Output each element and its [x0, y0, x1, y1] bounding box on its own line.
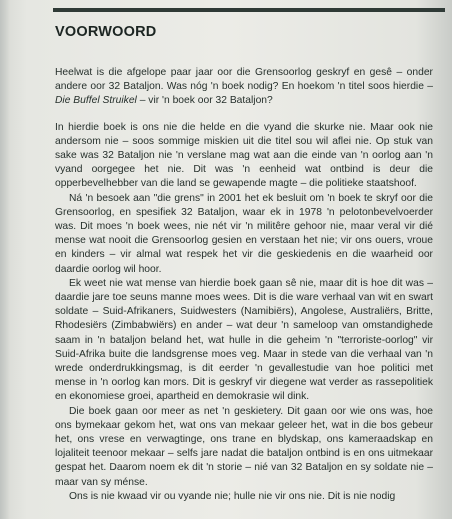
- book-title-italic: Die Buffel Struikel: [55, 95, 137, 107]
- paragraph-3: Ek weet nie wat mense van hierdie boek gaan sê nie, maar dit is hoe dit was – daardie jare toe seuns manne moes wees. Dit is die ware verhaal van wit en swart soldate – Suid-Afrikaners, Suidwesters (Namibiërs), Angolese, Australiërs, Britte, Rhodesiërs (Zimbabwiërs) en ander – wat deur 'n sameloop van omstandighede saam in 'n bataljon beland het, wat hulle in die geheim 'n "terroriste-oorlog" vir Suid-Afrika buite die landsgrense moes veg. Maar in stede van die verhaal van 'n wrede onderdrukkingsmag, is dit eerder 'n gevallestudie van hoe politici met mense in 'n oorlog kan mors. Dit is geskryf vir diegene wat verder as rassepolitiek en ekonomiese groei, apartheid en demokrasie wil dink.: [55, 277, 433, 403]
- paragraph-5: Ons is nie kwaad vir ou vyande nie; hulle nie vir ons nie. Dit is nie nodig: [69, 490, 396, 502]
- intro-text-after: – vir 'n boek oor 32 Bataljon?: [136, 95, 273, 107]
- paragraph-2: Ná 'n besoek aan "die grens" in 2001 het ek besluit om 'n boek te skryf oor die Grensoorlog, en spesifiek 32 Bataljon, waar ek in 1978 'n pelotonbevelvoerder was. Dit moes 'n boek wees, nie nét vir 'n militêre gehoor nie, maar veral vir dié mense wat nooit die Grensoorlog gesien en verstaan het nie; vir ons ouers, vroue en kinders – vir almal wat respek het vir die geskiedenis en die waarheid oor daardie oorlog wil hoor.: [55, 192, 433, 275]
- intro-text-before: Heelwat is die afgelope paar jaar oor die Grensoorlog geskryf en gesê – onder andere oor 32 Bataljon. Was nóg 'n boek nodig? En hoekom 'n titel soos hierdie –: [55, 67, 433, 93]
- paragraph-1: In hierdie boek is ons nie die helde en die vyand die skurke nie. Maar ook nie andersom nie – soos sommige miskien uit die titel sou wil aflei nie. Op stuk van sake was 32 Bataljon nie 'n verslane mag wat aan die einde van 'n oorlog aan 'n vyand oorgegee het nie. Dit was 'n eenheid wat ontbind is deur die opperbevelhebber van die land se gewapende magte – die politieke staatshoof.: [55, 121, 433, 190]
- chapter-heading: VOORWOORD: [55, 24, 157, 40]
- paragraph-4: Die boek gaan oor meer as net 'n geskietery. Dit gaan oor wie ons was, hoe ons bymekaar gekom het, wat ons van mekaar geleer het, wat in die bos gebeur het, ons vrese en verwagtinge, ons trane en blydskap, ons kameraadskap en lojaliteit teenoor mekaar – selfs jare nadat die bataljon ontbind is en ons uitmekaar gespat het. Daarom noem ek dit 'n storie – nié van 32 Bataljon en sy soldate nie – maar van sy ménse.: [55, 405, 433, 488]
- header-rule: [53, 8, 445, 12]
- chapter-body: [55, 66, 433, 504]
- intro-paragraph: [55, 66, 433, 109]
